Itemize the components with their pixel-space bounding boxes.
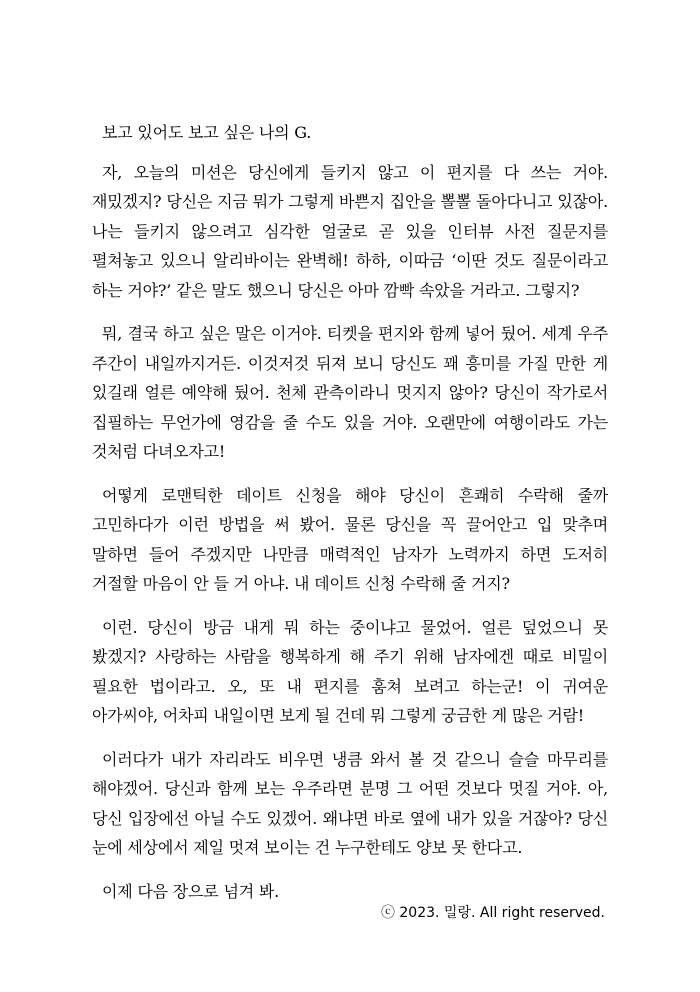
letter-paragraph-5: 이러다가 내가 자리라도 비우면 냉큼 와서 볼 것 같으니 슬슬 마무리를 해야겠어. 당신과 함께 보는 우주라면 분명 그 어떤 것보다 멋질 거야. 아, 당신 입장에선 아닐 수도 있겠어. 왜냐면 바로 옆에 내가 있을 거잖아? 당신 눈에 세상에서 제일 멋져 보이는 건 누구한테도 양보 못 한다고. <box>92 749 608 857</box>
letter-closing-line: 이제 다음 장으로 넘겨 봐. <box>102 881 279 901</box>
letter-paragraph-1: 자, 오늘의 미션은 당신에게 들키지 않고 이 편지를 다 쓰는 거야. 재밌겠지? 당신은 지금 뭐가 그렇게 바쁜지 집안을 뽈뽈 돌아다니고 있잖아. 나는 들키지 않으려고 심각한 얼굴로 곧 있을 인터뷰 사전 질문지를 펼쳐놓고 있으니 알리바이는 완벽해! 하하, 이따금 ‘이딴 것도 질문이라고 하는 거야?’ 같은 말도 했으니 당신은 아마 깜빡 속았을 거라고. 그렇지? <box>92 162 608 300</box>
letter-paragraph-3: 어떻게 로맨틱한 데이트 신청을 해야 당신이 흔쾌히 수락해 줄까 고민하다가 이런 방법을 써 봤어. 물론 당신을 꼭 끌어안고 입 맞추며 말하면 들어 주겠지만 나만큼 매력적인 남자가 노력까지 하면 도저히 거절할 마음이 안 들 거 아냐. 내 데이트 신청 수락해 줄 거지? <box>92 485 608 593</box>
letter-paragraph-4: 이런. 당신이 방금 내게 뭐 하는 중이냐고 물었어. 얼른 덮었으니 못 봤겠지? 사랑하는 사람을 행복하게 해 주기 위해 남자에겐 때로 비밀이 필요한 법이라고. 오, 또 내 편지를 훔쳐 보려고 하는군! 이 귀여운 아가씨야, 어차피 내일이면 보게 될 건데 뭐 그렇게 궁금한 게 많은 거람! <box>92 617 608 725</box>
letter-body <box>92 118 608 920</box>
letter-greeting: 보고 있어도 보고 싶은 나의 G. <box>102 123 312 142</box>
letter-paragraph-2: 뭐, 결국 하고 싶은 말은 이거야. 티켓을 편지와 함께 넣어 뒀어. 세계 우주 주간이 내일까지거든. 이것저것 뒤져 보니 당신도 꽤 흥미를 가질 만한 게 있길래 얼른 예약해 뒀어. 천체 관측이라니 멋지지 않아? 당신이 작가로서 집필하는 무언가에 영감을 줄 수도 있을 거야. 오랜만에 여행이라도 가는 것처럼 다녀오자고! <box>92 324 608 461</box>
copyright-notice: ⓒ 2023. 밀랑. All right reserved. <box>380 905 605 921</box>
